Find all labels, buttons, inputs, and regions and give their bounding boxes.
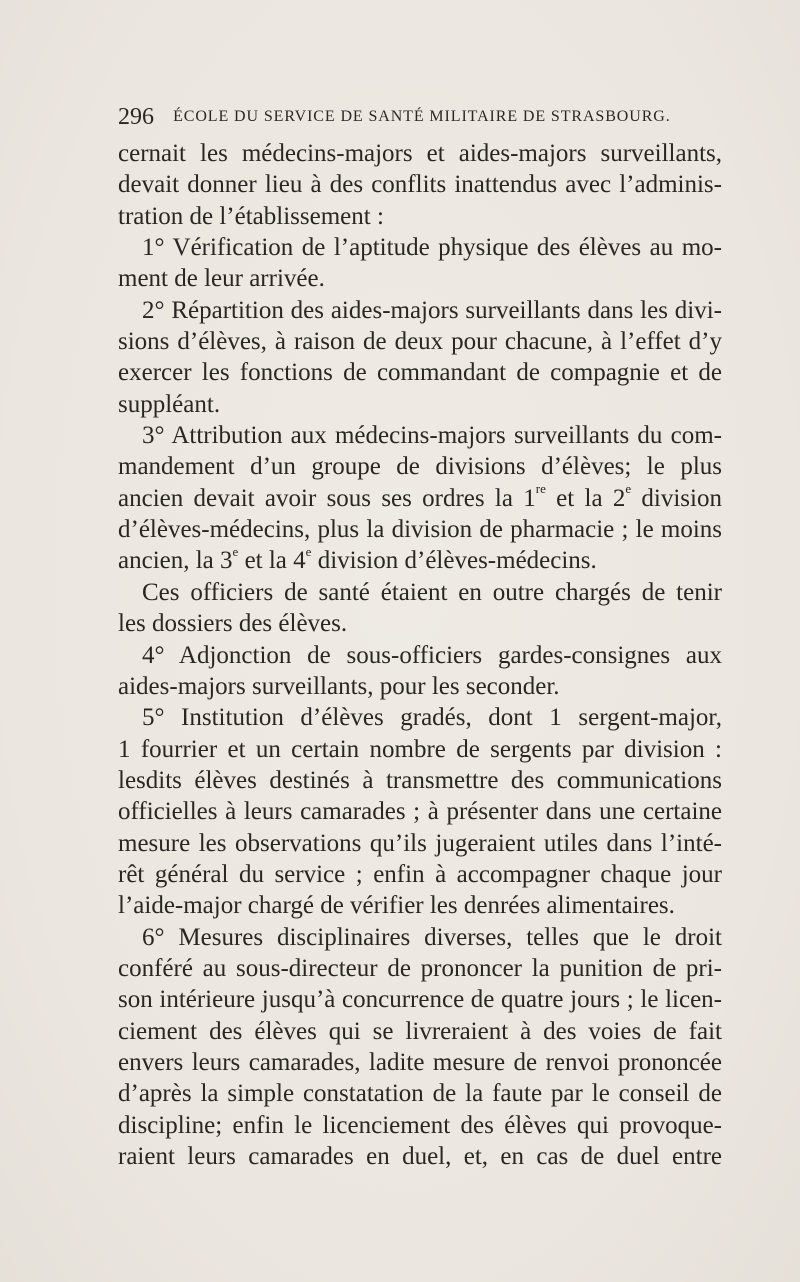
text-line: les dossiers des élèves.	[118, 610, 348, 638]
text-line: d’élèves-médecins, plus la division de pharmacie ; le moins	[118, 516, 722, 544]
text-line: 1° Vérification de l’aptitude physique des élèves au mo-	[142, 234, 722, 262]
text-line: ancien devait avoir sous ses ordres la 1re et la 2e division	[118, 481, 722, 512]
text-line: rêt général du service ; enfin à accompagner chaque jour	[118, 860, 722, 888]
text-line: exercer les fonctions de commandant de compagnie et de	[118, 359, 722, 387]
text-line: 5° Institution d’élèves gradés, dont 1 sergent-major,	[142, 704, 722, 732]
text-line: 4° Adjonction de sous-officiers gardes-consignes aux	[142, 641, 722, 669]
text-line: d’après la simple constatation de la faute par le conseil de	[118, 1080, 722, 1108]
text-line: 6° Mesures disciplinaires diverses, telles que le droit	[142, 923, 722, 951]
text-line: Ces officiers de santé étaient en outre chargés de tenir	[142, 578, 722, 606]
text-line: 1 fourrier et un certain nombre de sergents par division :	[118, 735, 722, 763]
text-line: mesure les observations qu’ils jugeraient utiles dans l’inté-	[118, 829, 722, 857]
text-line: raient leurs camarades en duel, et, en cas de duel entre	[118, 1143, 722, 1170]
text-line: ment de leur arrivée.	[118, 265, 325, 293]
running-title: ÉCOLE DU SERVICE DE SANTÉ MILITAIRE DE STRASBOURG.	[173, 108, 671, 125]
text-line: sions d’élèves, à raison de deux pour chacune, à l’effet d’y	[118, 328, 722, 356]
text-line: cernait les médecins-majors et aides-majors surveillants,	[118, 140, 722, 167]
text-line: ciement des élèves qui se livreraient à des voies de fait	[118, 1017, 722, 1045]
text-line: conféré au sous-directeur de prononcer la punition de pri-	[118, 954, 722, 982]
text-line: aides-majors surveillants, pour les seconder.	[118, 672, 560, 700]
running-header	[118, 104, 722, 131]
text-line: l’aide-major chargé de vérifier les denrées alimentaires.	[118, 892, 675, 920]
text-line: discipline; enfin le licenciement des élèves qui provoque-	[118, 1111, 722, 1139]
text-line: ancien, la 3e et la 4e division d’élèves-médecins.	[118, 544, 597, 575]
text-line: 3° Attribution aux médecins-majors surveillants du com-	[142, 422, 722, 450]
text-line: mandement d’un groupe de divisions d’élèves; le plus	[118, 453, 722, 481]
page-number: 296	[118, 104, 154, 130]
body-text	[118, 138, 722, 1172]
text-line: devait donner lieu à des conflits inattendus avec l’adminis-	[118, 171, 722, 199]
text-line: son intérieure jusqu’à concurrence de quatre jours ; le licen-	[118, 986, 722, 1014]
text-line: lesdits élèves destinés à transmettre des communications	[118, 766, 722, 794]
text-line: envers leurs camarades, ladite mesure de renvoi prononcée	[118, 1048, 722, 1076]
text-line: officielles à leurs camarades ; à présenter dans une certaine	[118, 798, 722, 826]
text-line: 2° Répartition des aides-majors surveillants dans les divi-	[142, 296, 722, 324]
text-line: tration de l’établissement :	[118, 202, 384, 230]
text-line: suppléant.	[118, 390, 221, 418]
